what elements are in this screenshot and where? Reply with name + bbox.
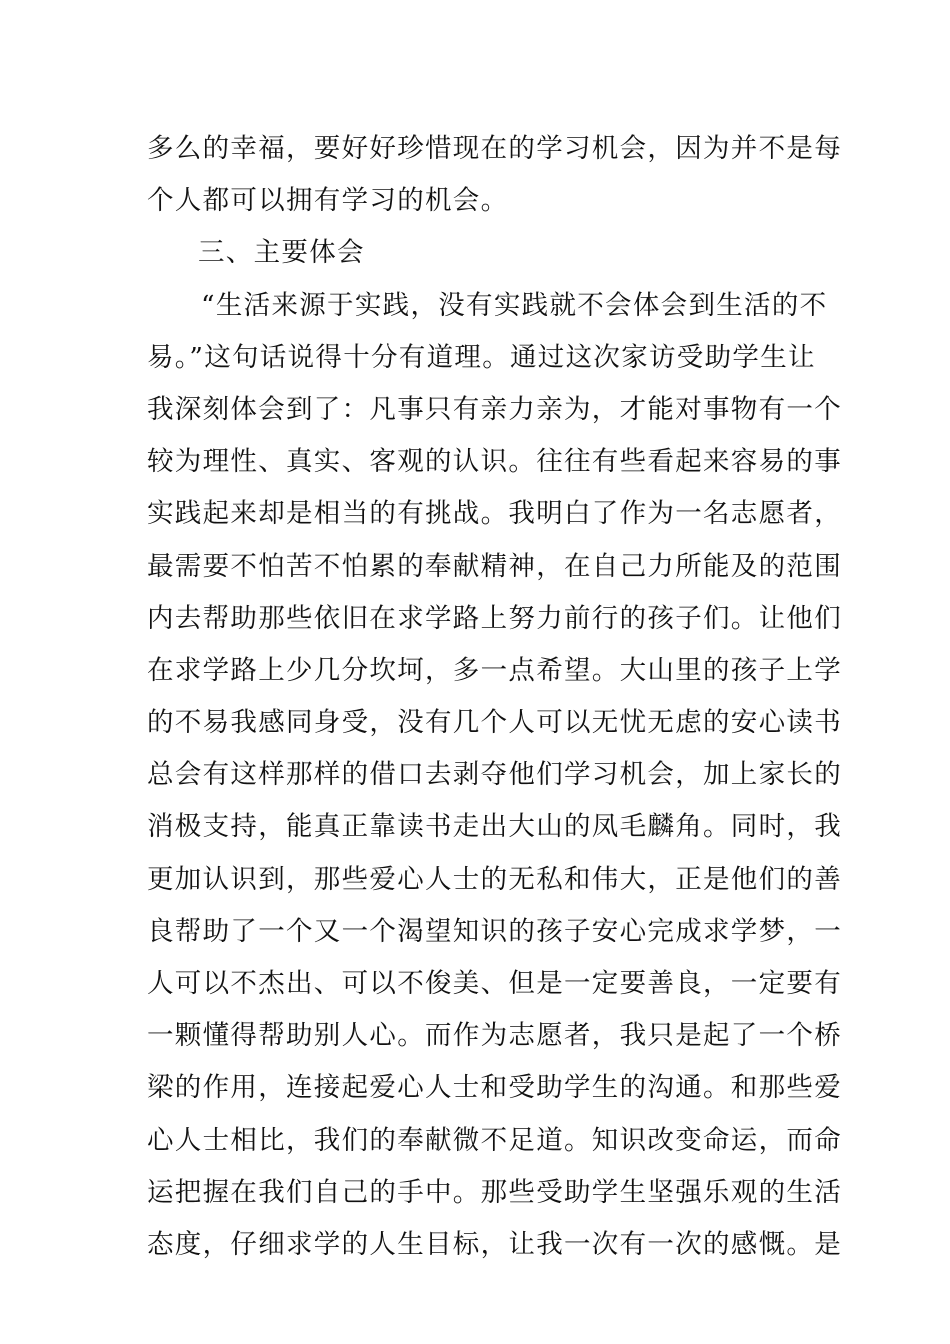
text-line: 最需要不怕苦不怕累的奉献精神，在自己力所能及的范围	[147, 550, 842, 582]
paragraph-first-line: “生活来源于实践，没有实践就不会体会到生活的不	[201, 289, 828, 321]
section-heading: 三、主要体会	[198, 237, 365, 269]
text-line: 个人都可以拥有学习的机会。	[147, 185, 509, 217]
text-line: 总会有这样那样的借口去剥夺他们学习机会，加上家长的	[147, 759, 842, 791]
text-line: 消极支持，能真正靠读书走出大山的凤毛麟角。同时，我	[147, 811, 842, 843]
text-line: 一颗懂得帮助别人心。而作为志愿者，我只是起了一个桥	[147, 1020, 842, 1052]
text-line: 心人士相比，我们的奉献微不足道。知识改变命运，而命	[147, 1124, 842, 1156]
text-line: 易。”这句话说得十分有道理。通过这次家访受助学生让	[147, 341, 816, 373]
text-line: 多么的幸福，要好好珍惜现在的学习机会，因为并不是每	[147, 133, 842, 164]
text-line: 在求学路上少几分坎坷，多一点希望。大山里的孩子上学	[147, 654, 842, 686]
text-line: 我深刻体会到了：凡事只有亲力亲为，才能对事物有一个	[147, 393, 842, 425]
text-line: 运把握在我们自己的手中。那些受助学生坚强乐观的生活	[147, 1176, 842, 1208]
text-line: 更加认识到，那些爱心人士的无私和伟大，正是他们的善	[147, 863, 842, 895]
text-line: 内去帮助那些依旧在求学路上努力前行的孩子们。让他们	[147, 602, 842, 634]
text-line: 人可以不杰出、可以不俊美、但是一定要善良，一定要有	[147, 968, 842, 999]
document-body	[147, 123, 842, 1271]
text-line: 较为理性、真实、客观的认识。往往有些看起来容易的事	[147, 446, 842, 478]
text-line: 实践起来却是相当的有挑战。我明白了作为一名志愿者，	[147, 498, 842, 530]
text-line: 梁的作用，连接起爱心人士和受助学生的沟通。和那些爱	[147, 1072, 842, 1104]
text-line: 态度，仔细求学的人生目标，让我一次有一次的感慨。是	[147, 1228, 842, 1260]
text-line: 良帮助了一个又一个渴望知识的孩子安心完成求学梦，一	[147, 915, 842, 947]
text-line: 的不易我感同身受，没有几个人可以无忧无虑的安心读书	[147, 707, 842, 739]
